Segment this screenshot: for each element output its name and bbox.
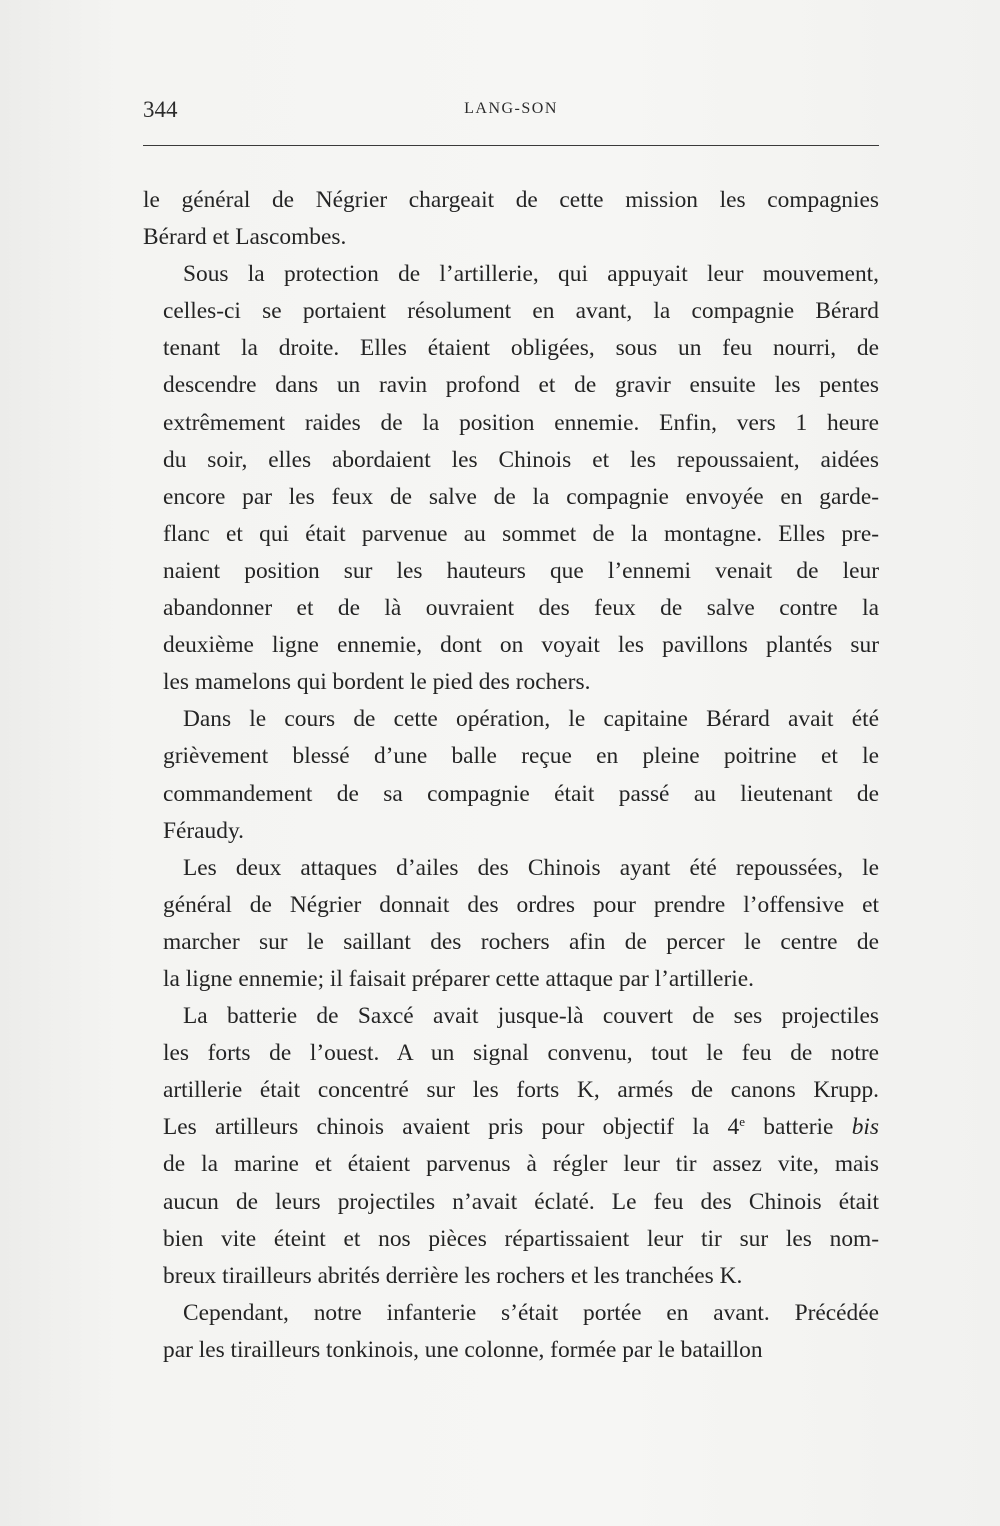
text-line: celles-ci se portaient résolument en avant, la compagnie Bérard [163,298,879,325]
text-line: les forts de l’ouest. A un signal convenu, tout le feu de notre [163,1040,879,1067]
paragraph [143,182,879,256]
text-line: commandement de sa compagnie était passé au lieutenant de [163,780,879,807]
text-line: de la marine et étaient parvenus à régler leur tir assez vite, mais [163,1151,879,1178]
text-line: bien vite éteint et nos pièces répartissaient leur tir sur les nom- [163,1225,879,1252]
superscript: e [739,1114,745,1130]
text-line: artillerie était concentré sur les forts K, armés de canons Krupp. [163,1077,879,1104]
text-line: deuxième ligne ennemie, dont on voyait les pavillons plantés sur [163,632,879,659]
text-line: abandonner et de là ouvraient des feux de salve contre la [163,595,879,622]
page-header [143,97,879,129]
paragraph [143,256,879,701]
text-line: Féraudy. [163,817,244,844]
text-line: les mamelons qui bordent le pied des rochers. [163,669,591,696]
text-line: général de Négrier donnait des ordres pour prendre l’offensive et [163,891,879,918]
text-line: breux tirailleurs abrités derrière les rochers et les tranchées K. [163,1262,743,1289]
text-line: tenant la droite. Elles étaient obligées, sous un feu nourri, de [163,335,879,362]
page-number: 344 [143,97,178,122]
text-line: du soir, elles abordaient les Chinois et les repoussaient, aidées [163,446,879,473]
text-line: Les deux attaques d’ailes des Chinois ayant été repoussées, le [183,854,879,881]
text-line: le général de Négrier chargeait de cette mission les compagnies [143,187,879,213]
text-line: extrêmement raides de la position ennemie. Enfin, vers 1 heure [163,409,879,436]
header-rule [143,145,879,146]
text-line: Dans le cours de cette opération, le capitaine Bérard avait été [183,706,879,733]
paragraph [143,701,879,849]
paragraph [143,850,879,998]
text-line: la ligne ennemie; il faisait préparer cette attaque par l’artillerie. [163,965,754,992]
paragraph [143,998,879,1295]
text-line: flanc et qui était parvenue au sommet de la montagne. Elles pre- [163,520,879,547]
inline-text: batterie [745,1114,852,1141]
text-line: Cependant, notre infanterie s’était portée en avant. Précédée [183,1299,879,1326]
text-line: La batterie de Saxcé avait jusque-là couvert de ses projectiles [183,1003,879,1030]
text-line: marcher sur le saillant des rochers afin de percer le centre de [163,928,879,955]
text-line: Bérard et Lascombes. [143,224,347,251]
text-line: naient position sur les hauteurs que l’ennemi venait de leur [163,557,879,584]
text-line: encore par les feux de salve de la compagnie envoyée en garde- [163,483,879,510]
text-line: Sous la protection de l’artillerie, qui appuyait leur mouvement, [183,261,879,288]
italic-text: bis [851,1114,879,1141]
text-line: aucun de leurs projectiles n’avait éclaté. Le feu des Chinois était [163,1188,879,1215]
paragraph [143,1295,879,1369]
text-line: descendre dans un ravin profond et de gravir ensuite les pentes [163,372,879,399]
text-line: par les tirailleurs tonkinois, une colonne, formée par le bataillon [163,1336,763,1363]
text-line: grièvement blessé d’une balle reçue en pleine poitrine et le [163,743,879,770]
running-head: LANG-SON [464,100,558,117]
body-text [143,182,879,1369]
text-line: Les artilleurs chinois avaient pris pour objectif la 4e batterie bis [163,1114,879,1141]
